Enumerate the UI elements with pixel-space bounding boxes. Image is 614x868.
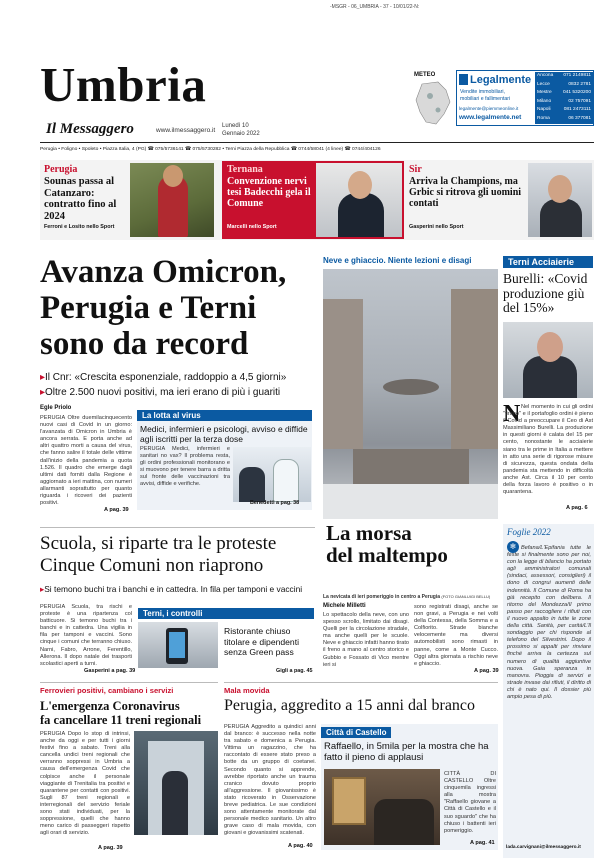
lead-bullet-2: ▸Oltre 2.500 nuovi positivi, ma ieri erano di più i guariti (40, 387, 281, 398)
office-phone: 071 2149811 (563, 73, 591, 78)
acciaierie-ref[interactable]: A pag. 6 (566, 505, 588, 511)
virus-photo (233, 447, 311, 502)
castello-photo (324, 769, 440, 845)
ferrovie-ref[interactable]: A pag. 39 (98, 845, 123, 851)
office-phone: 081 2473111 (563, 107, 591, 113)
ferrovie-rule (40, 682, 218, 683)
masthead-region: Umbria (40, 57, 207, 112)
virus-ref[interactable]: Benedetti a pag. 38 (250, 500, 300, 506)
acciaierie-photo (503, 322, 593, 398)
office-phone: 041 5320200 (562, 90, 591, 96)
snow-photo (323, 269, 498, 519)
burelli-figure (523, 356, 577, 398)
controlli-header: Terni, i controlli (138, 608, 314, 619)
nurse-figure (273, 459, 299, 502)
legalmente-office-row (537, 106, 591, 115)
mala-body: PERUGIA Aggredito a quindici anni dal branco: è successo nella notte tra sabato e domenica a Perugia. Vittima un ragazzino, che ha raccontato di essere stato preso a botte da un gruppo di coetanei. Secondo quanto si apprende, avrebbe riportato anche un trauma cranico dovuto proprio all'aggressione. Il giovanissimo è stato ricoverato in Osservazione breve pediatrica. Le sue condizioni sono attentamente monitorate dal personale medico sanitario. Un altro grave caso di mala movida, con giovani e giovanissimi scatenati. (224, 724, 316, 837)
castello-header: Città di Castello (321, 727, 391, 738)
burelli-head (537, 332, 563, 362)
visitor-group (374, 799, 434, 845)
snow-author: Michele Milletti (323, 603, 366, 609)
sir-coach-head (548, 175, 572, 203)
ferrovie-headline-1: L'emergenza Coronavirus (40, 699, 180, 713)
snow-caption: La nevicata di ieri pomeriggio in centro a Perugia (FOTO GIANLUIGI BELLU) (323, 594, 491, 600)
column-body: Befana/L'Epifania tutte le feste si finalmente sono per noi, con la legge di bilancio ha portato agli amministratori comunali (sindaci, assessori, consiglieri) il dono di congrui aumenti delle indennità. Il Comune di Roma ha già recepito con delibera. Il ritorno del Mondezza/Il primo passo per raccogliere i rifiuti con il nuovo appalto in tutte le zone della città. Sanità, per carità/L'Il sondaggio per chi risponde al telefono del Silvestrini. Dopo il prossimo si appalti per rinviare finché arriva la certezza sul numero di qualità aggiuntive nuova. Gaia speranza in manovra. Pioggia di servizi e strade invase dai rifiuti, il diritto di chi è nato qui. Il dossier più ampio pesa di più. (507, 545, 591, 700)
office-phone: 0832 2781 (568, 81, 591, 87)
building-right (451, 289, 498, 449)
teaser-3-title[interactable]: Arriva la Champions, ma Grbic si ritrova gli uomini contati (409, 176, 522, 209)
office-city: Roma (537, 115, 550, 121)
legalmente-office-row (537, 98, 591, 107)
snow-body-2: sono registrati disagi, anche se non gravi, a Perugia e nei volti della Contessa, della Somma e a Colfiorito. Strade bianche velocemente ma diversi automobilisti sono rimasti in panne, come a Monte Cucco. Oggi altra giornata a rischio neve e ghiaccio. (414, 604, 498, 667)
snowy-ground (323, 484, 498, 519)
castello-body: CITTÀ DI CASTELLO Oltre cinquemila ingressi alla mostra "Raffaello giovane a Città di Castello e il suo sguardo" che ha chiuso i battenti ieri pomeriggio. (444, 771, 496, 834)
coach-head (348, 171, 372, 199)
virus-title[interactable]: Medici, infermieri e psicologi, avviso e diffide agli iscritti per la terza dose (140, 424, 308, 444)
teaser-1-photo (130, 163, 214, 237)
castello-title[interactable]: Raffaello, in 5mila per la mostra che ha fatto il pieno di applausi (324, 741, 489, 763)
bullet-arrow-icon: ▸ (40, 584, 45, 594)
office-phone: 02 757091 (568, 98, 591, 104)
patient-figure (239, 467, 265, 502)
lead-body: PERUGIA Oltre duemilacinquecento nuovi casi di Covid in un giorno: l'avanzata di Omicron in Umbria è ancora serrata. E porta anche ad altri quattro morti a causa del virus, che fanno salire il totale delle vittime dall'inizio della pandemia a quota 1.526. Il quadro che emerge dagli ultimi dati forniti dalla Regione è aggiornato a ieri mattina, con numeri allarmanti soprattutto per quanto riguarda i ricoveri dei pazienti positivi. (40, 415, 132, 507)
virus-body: PERUGIA Medici, infermieri e sanitari no vax? Il problema resta, gli ordini professionali monitorano e si muovono per tenere barra a dritta sul fronte delle vaccinazioni tra avvisi, diffide e verifiche. (140, 446, 230, 488)
player-head (163, 165, 183, 187)
lead-headline-1: Avanza Omicron, (40, 254, 287, 290)
column-email[interactable]: lada.carvignani@ilmessaggero.it (506, 845, 581, 850)
office-city: Napoli (537, 107, 551, 113)
school-ref[interactable]: Gasperini a pag. 39 (84, 668, 136, 674)
mala-headline[interactable]: Perugia, aggredito a 15 anni dal branco (224, 697, 476, 714)
office-city: Milano (537, 98, 552, 104)
office-phone: 06 377081 (568, 115, 591, 121)
painting-frame (332, 777, 366, 825)
bullet-arrow-icon: ▸ (40, 387, 46, 398)
coach-figure (338, 193, 384, 237)
teaser-3-photo (528, 163, 592, 237)
column-seal-icon: ❄ (507, 541, 519, 553)
topline: -MSGR - 06_UMBRIA - 37 - 10/01/22-N: (330, 4, 420, 10)
snow-title-2: del maltempo (326, 543, 448, 567)
teaser-1-kicker[interactable]: Perugia (44, 164, 78, 175)
phone-screen (169, 632, 185, 658)
teaser-2-photo (316, 163, 402, 237)
lead-headline-3: sono da record (40, 326, 249, 362)
legalmente-office-row (537, 72, 591, 81)
legalmente-tagline-1: Vendite immobiliari, (460, 89, 505, 95)
mala-rule (224, 682, 498, 683)
meteo-map (412, 80, 454, 128)
legalmente-tagline-2: mobiliari e fallimentari (460, 95, 511, 102)
fountain-base (353, 449, 469, 489)
castello-ref[interactable]: A pag. 41 (470, 840, 495, 846)
teaser-1-title[interactable]: Sounas passa al Catanzaro: contratto fino al 2024 (44, 176, 117, 222)
controlli-ref[interactable]: Gigli a pag. 45 (276, 668, 313, 674)
ferrovie-body: PERUGIA Dopo lo stop di intrinsi, anche da oggi e per tutti i giorni festivi fino a sabato. Treni alla cancella undici treni regionali che verranno soppressi in Umbria a causa dell'emergenza Covid che colpisce anche il personale viaggiante di Trenitalia tra positivi e quarantene per contatti con positivi. Sugli 87 treni regionali e interregionali del servizio feriale sono stati individuati, per la soppressione, quelli che hanno meno carico di passeggeri rispetto agli orari di servizio. (40, 731, 130, 837)
lead-headline[interactable] (40, 254, 320, 362)
meteo-label: METEO (414, 72, 436, 78)
snow-body-1: Lo spettacolo della neve, con uno spesso scrollo, limitato dai disagi. Quelli per la circolazione stradale, ma anche quelli per le scuole. Neve e ghiaccio infatti hanno tirato il freno a mano al centro storico e Gubbio e Fossato di Vico mentre ieri si (323, 612, 409, 668)
legalmente-email[interactable]: legalmente@piemmeonline.it (459, 106, 519, 111)
school-headline-2: Cinque Comuni non riaprono (40, 555, 264, 576)
teaser-2-kicker[interactable]: Ternana (227, 164, 263, 175)
ferrovie-headline-2: fa cancellare 11 treni regionali (40, 713, 202, 727)
acciaierie-header: Terni Acciaierie (503, 256, 593, 268)
masthead-day: Lunedì 10 (222, 123, 249, 129)
sir-coach-figure (540, 199, 582, 237)
snow-header: Neve e ghiaccio. Niente lezioni e disagi (323, 256, 472, 265)
building-left (323, 299, 363, 449)
lead-ref[interactable]: A pag. 39 (104, 507, 129, 513)
acciaierie-body: Nel momento in cui gli ordini "tirano" e il portafoglio ordini è pieno il Covid a preoccupare il Ceo di Ast Massimiliano Burelli. La produzione in questi giorni è calata del 15 per cento, nonostante le acciaierie siano tra le prime in Italia a mettere in atto una serie di rigorose misure di sicurezza, questa ondata della pandemia sta mettendo in difficoltà anche Ast. Circa il 10 per cento della forza lavoro è positivo o in quarantena. (503, 404, 593, 496)
masthead-month: Gennaio 2022 (222, 131, 260, 137)
legalmente-office-row (537, 81, 591, 90)
ferrovie-headline[interactable] (40, 699, 220, 727)
legalmente-logo-icon (459, 74, 468, 85)
school-headline-1: Scuola, si riparte tra le proteste (40, 533, 277, 554)
office-city: Lecce (537, 81, 550, 87)
teaser-2-title[interactable]: Convenzione nervi tesi Badecchi gela il Comune (227, 176, 311, 209)
masthead-site: www.ilmessaggero.it (156, 127, 216, 134)
snow-ref[interactable]: A pag. 39 (474, 668, 499, 674)
snow-title-1: La morsa (326, 521, 412, 545)
controlli-photo (138, 622, 218, 668)
masthead-rule (40, 142, 594, 143)
office-city: Mestre (537, 90, 552, 96)
school-sub: ▸Si temono buchi tra i banchi e in cattedra. In fila per tamponi e vaccini (40, 584, 303, 594)
ferrovie-kicker: Ferrovieri positivi, cambiano i servizi (40, 686, 174, 695)
legalmente-tagline (460, 89, 510, 102)
legalmente-offices (535, 72, 593, 124)
legalmente-url[interactable]: www.legalmente.net (459, 114, 522, 121)
lead-bullet-1: ▸Il Cnr: «Crescita esponenziale, raddoppio a 4,5 giorni» (40, 372, 287, 383)
school-rule (40, 527, 315, 528)
lead-author: Egle Priolo (40, 405, 72, 411)
legalmente-office-row (537, 115, 591, 124)
ferrovie-photo (134, 731, 218, 835)
legalmente-office-row (537, 89, 591, 98)
virus-kicker: La lotta al virus (137, 410, 312, 421)
masthead-paper: Il Messaggero (46, 121, 134, 137)
passenger-figure (162, 771, 188, 835)
acciaierie-title[interactable]: Burelli: «Covid produzione giù del 15%» (503, 271, 588, 315)
school-body: PERUGIA Scuola, tra rischi e proteste è una ripartenza col batticuore. Si temono buchi tra i banchi e in cattedra. Una vigilia in fila per tamponi e vaccini. Sono cinque i comuni che terranno chiuso. Narni, Fabro, Arrone, Ferentillo, Allerona. Il dopo natale dei trasporti scolastici aperti a turni. (40, 604, 132, 667)
mala-ref[interactable]: A pag. 40 (288, 843, 313, 849)
addresses: Perugia • Foligno • Spoleto • Piazza Italia, 4 (PG) ☎ 075/5736141 ☎ 075/5730282 • Terni Piazza della Repubblica ☎ 0744/58041 (4 linee) ☎ 0744/404126 (40, 147, 381, 152)
teaser-3-kicker[interactable]: Sir (409, 164, 422, 175)
column-title: Foglie 2022 (507, 527, 551, 537)
teaser-3-foot: Gasperini nello Sport (409, 224, 464, 230)
teaser-2-foot: Marcelli nello Sport (227, 224, 277, 230)
school-headline[interactable] (40, 533, 320, 577)
mala-kicker: Mala movida (224, 686, 270, 695)
fountain-top (383, 379, 439, 395)
bullet-arrow-icon: ▸ (40, 372, 46, 383)
acciaierie-dropcap: N (503, 401, 521, 427)
legalmente-brand: Legalmente (470, 74, 532, 86)
snow-title[interactable] (326, 522, 448, 566)
controlli-title[interactable]: Ristorante chiuso titolare e dipendenti senza Green pass (224, 626, 300, 657)
lead-headline-2: Perugia e Terni (40, 290, 257, 326)
office-city: Ancona (537, 73, 554, 78)
teaser-1-foot: Ferroni e Losito nello Sport (44, 224, 115, 230)
